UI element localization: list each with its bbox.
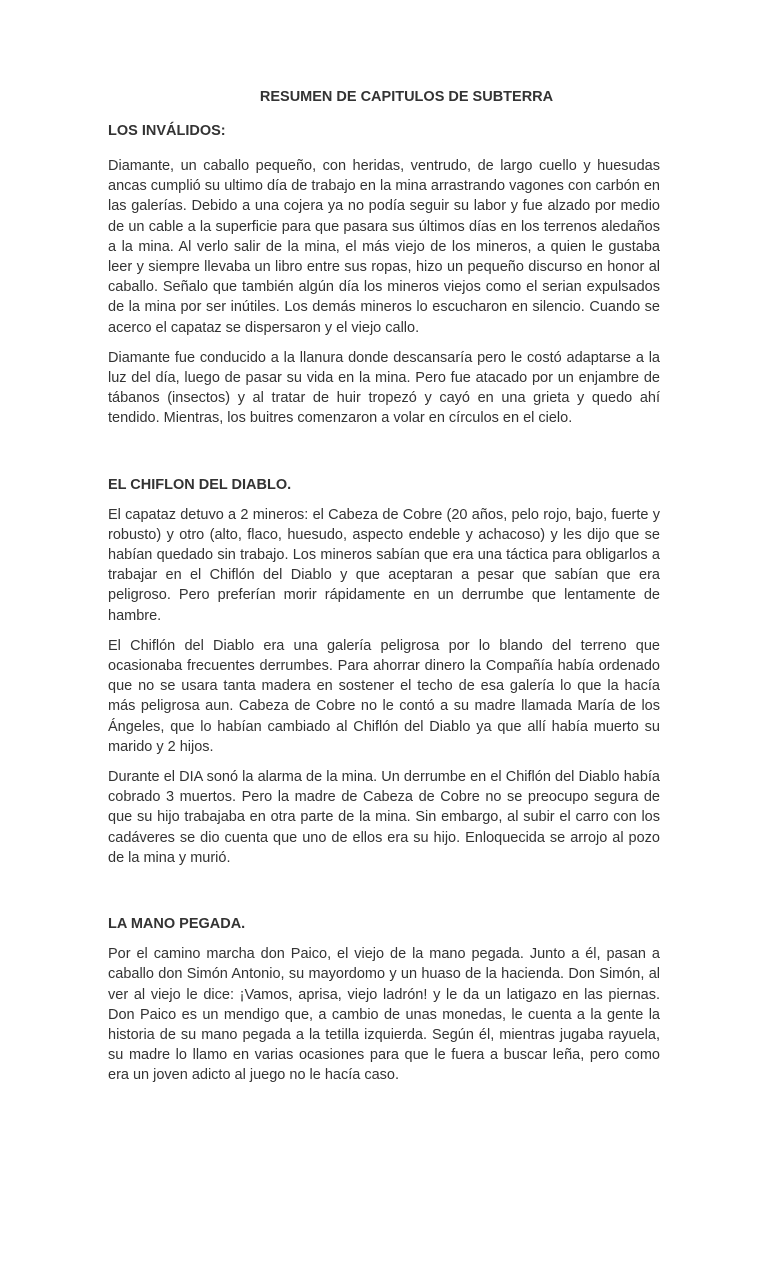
paragraph: Durante el DIA sonó la alarma de la mina. Un derrumbe en el Chiflón del Diablo había cobrado 3 muertos. Pero la madre de Cabeza de Cobre no se preocupo segura de que su hijo trabajaba en otra parte de la mina. Sin embargo, al subir el carro con los cadáveres se dio cuenta que uno de ellos era su hijo. Enloquecida se arrojo al pozo de la mina y murió. bbox=[108, 769, 660, 866]
paragraph: Diamante fue conducido a la llanura donde descansaría pero le costó adaptarse a la luz del día, luego de pasar su vida en la mina. Pero fue atacado por un enjambre de tábanos (insectos) y al tratar de huir tropezó y cayó en una grieta y quedo ahí tendido. Mientras, los buitres comenzaron a volar en círculos en el cielo. bbox=[108, 349, 660, 427]
paragraph: El Chiflón del Diablo era una galería peligrosa por lo blando del terreno que ocasionaba frecuentes derrumbes. Para ahorrar dinero la Compañía había ordenado que no se usara tanta madera en sostener el techo de esa galería lo que la hacía más peligrosa aun. Cabeza de Cobre no le contó a su madre llamada María de los Ángeles, que lo habían cambiado al Chiflón del Diablo ya que allí había muerto su marido y 2 hijos. bbox=[108, 637, 660, 755]
section-heading-los-invalidos: LOS INVÁLIDOS: bbox=[108, 123, 226, 139]
document-title: RESUMEN DE CAPITULOS DE SUBTERRA bbox=[259, 89, 554, 105]
paragraph: El capataz detuvo a 2 mineros: el Cabeza de Cobre (20 años, pelo rojo, bajo, fuerte y robusto) y otro (alto, flaco, huesudo, aspecto endeble y achacoso) y les dijo que se habían quedado sin trabajo. Los mineros sabían que era una táctica para obligarlos a trabajar en el Chiflón del Diablo y que aceptaran a pesar que sabían que era peligroso. Pero preferían morir rápidamente en un derrumbe que lentamente de hambre. bbox=[108, 506, 660, 624]
paragraph: Por el camino marcha don Paico, el viejo de la mano pegada. Junto a él, pasan a caballo don Simón Antonio, su mayordomo y un huaso de la hacienda. Don Simón, al ver al viejo le dice: ¡Vamos, aprisa, viejo ladrón! y le da un latigazo en las piernas. Don Paico es un mendigo que, a cambio de unas monedas, le cuenta a la gente la historia de su mano pegada a la tetilla izquierda. Según él, mientras jugaba rayuela, su madre lo llamo en varias ocasiones para que le fuera a buscar leña, pero como era un joven adicto al juego no le hacía caso. bbox=[108, 946, 660, 1084]
section-heading-el-chiflon-del-diablo: EL CHIFLON DEL DIABLO. bbox=[108, 476, 292, 493]
section-heading-la-mano-pegada: LA MANO PEGADA. bbox=[108, 916, 246, 933]
paragraph: Diamante, un caballo pequeño, con heridas, ventrudo, de largo cuello y huesudas ancas cumplió su ultimo día de trabajo en la mina arrastrando vagones con carbón en las galerías. Debido a una cojera ya no podía seguir su labor y fue alzado por medio de un cable a la superficie para que pasara sus últimos días en los terrenos aledaños a la mina. Al verlo salir de la mina, el más viejo de los mineros, a quien le gustaba leer y siempre llevaba un libro entre sus ropas, hizo un pequeño discurso en honor al caballo. Señalo que también algún día los mineros viejos como el serian expulsados de la mina por ser inútiles. Los demás mineros lo escucharon en silencio. Cuando se acerco el capataz se dispersaron y el viejo callo. bbox=[108, 158, 660, 336]
